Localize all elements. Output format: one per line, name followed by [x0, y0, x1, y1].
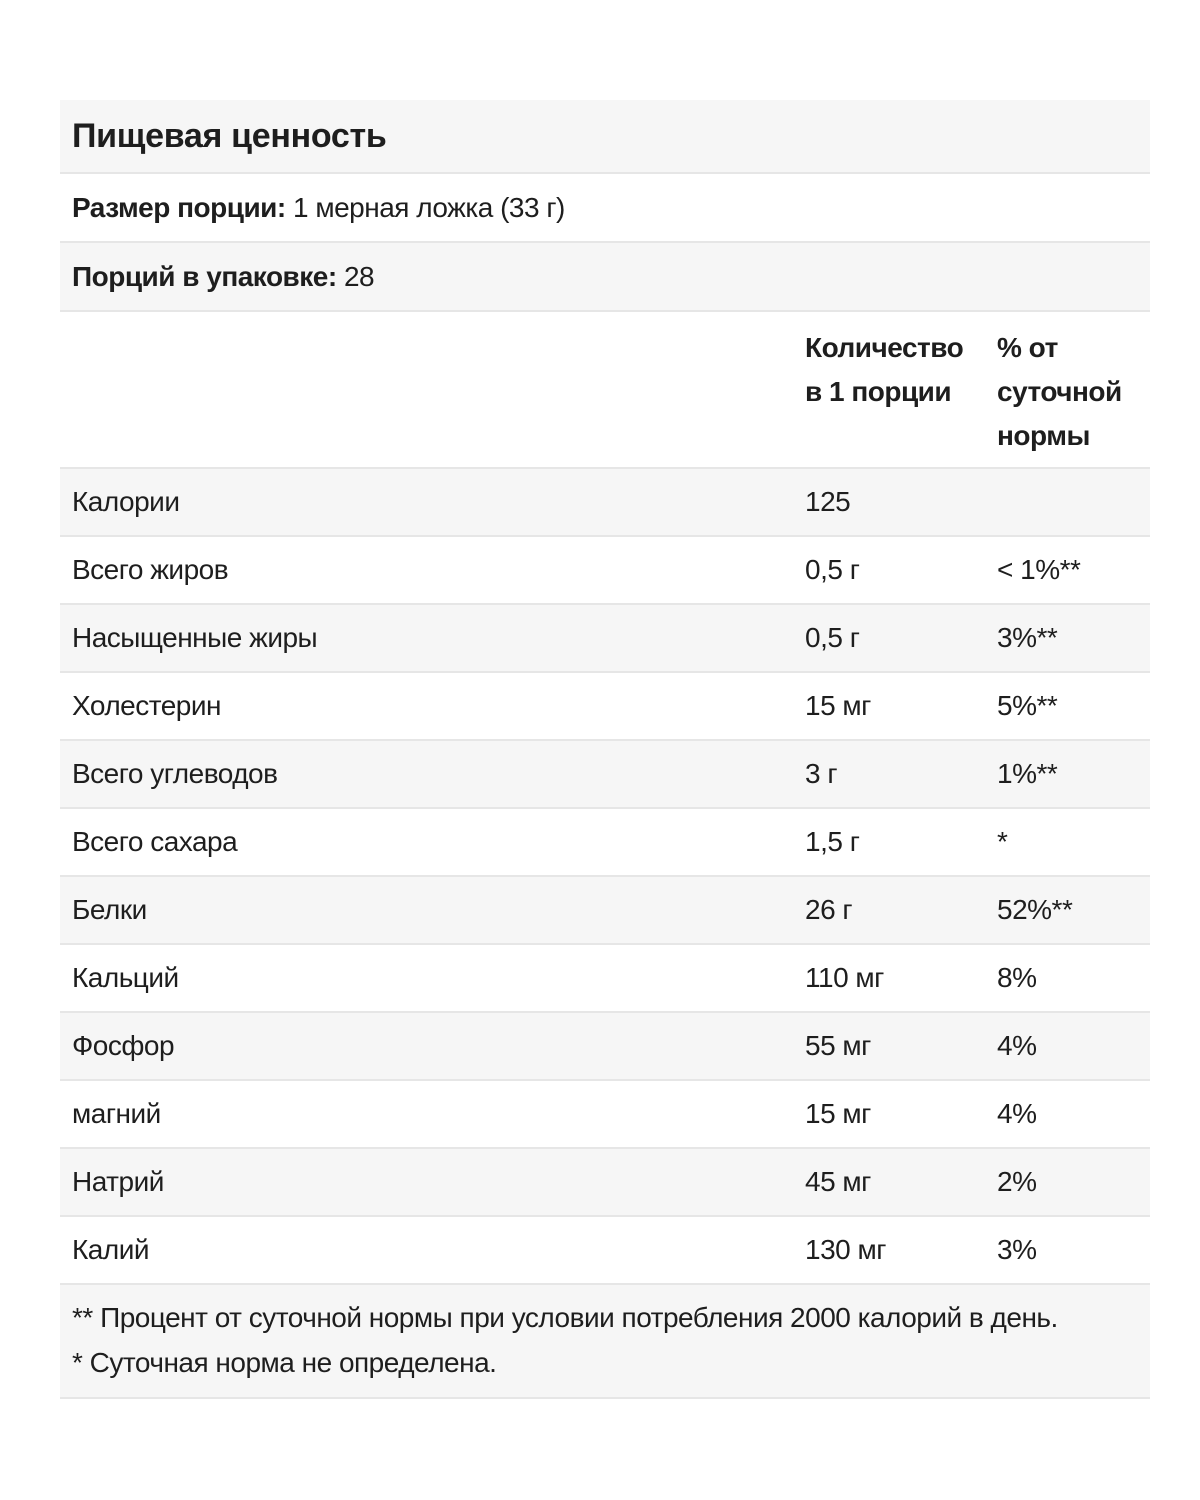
footnote-single-asterisk: * Суточная норма не определена. [72, 1347, 497, 1378]
nutrient-daily-value: 3%** [997, 622, 1058, 653]
table-row [60, 1149, 1150, 1217]
nutrient-name: Кальций [72, 962, 179, 993]
nutrient-amount: 26 г [805, 894, 853, 925]
nutrient-daily-value: 4% [997, 1098, 1037, 1129]
nutrient-amount: 130 мг [805, 1234, 886, 1265]
nutrient-daily-value: 52%** [997, 894, 1073, 925]
nutrient-name: Белки [72, 894, 147, 925]
dv-header-line-2: суточной [997, 376, 1122, 407]
table-row [60, 537, 1150, 605]
column-header-daily-value [997, 326, 1147, 458]
servings-per-container-value: 28 [343, 260, 375, 292]
nutrient-name: магний [72, 1098, 161, 1129]
nutrient-name: Калории [72, 486, 180, 517]
nutrition-facts-table [60, 100, 1150, 1399]
nutrient-daily-value: 8% [997, 962, 1037, 993]
nutrient-amount: 15 мг [805, 690, 871, 721]
table-row [60, 673, 1150, 741]
table-row [60, 1217, 1150, 1285]
nutrient-daily-value: 5%** [997, 690, 1058, 721]
footnotes [60, 1285, 1150, 1399]
nutrient-amount: 125 [805, 486, 851, 517]
nutrient-daily-value: 4% [997, 1030, 1037, 1061]
table-row [60, 945, 1150, 1013]
table-row [60, 741, 1150, 809]
nutrient-name: Калий [72, 1234, 150, 1265]
table-row [60, 809, 1150, 877]
nutrient-name: Всего сахара [72, 826, 238, 857]
nutrient-daily-value: * [997, 826, 1008, 857]
nutrient-amount: 0,5 г [805, 622, 860, 653]
nutrient-daily-value: 2% [997, 1166, 1037, 1197]
nutrient-name: Всего углеводов [72, 758, 278, 789]
dv-header-line-3: нормы [997, 420, 1090, 451]
serving-size-value: 1 мерная ложка (33 г) [292, 191, 565, 223]
table-row [60, 1013, 1150, 1081]
table-row [60, 1081, 1150, 1149]
serving-size-row [60, 174, 1150, 243]
amount-header-line-1: Количество [805, 332, 964, 363]
nutrient-amount: 45 мг [805, 1166, 871, 1197]
nutrient-name: Насыщенные жиры [72, 622, 318, 653]
nutrient-amount: 15 мг [805, 1098, 871, 1129]
nutrient-daily-value: 1%** [997, 758, 1058, 789]
servings-per-container-label: Порций в упаковке: [72, 260, 337, 292]
nutrient-daily-value: 3% [997, 1234, 1037, 1265]
nutrient-amount: 55 мг [805, 1030, 871, 1061]
table-title-row [60, 100, 1150, 174]
nutrient-name: Всего жиров [72, 554, 229, 585]
table-row [60, 877, 1150, 945]
footnote-double-asterisk: ** Процент от суточной нормы при условии потребления 2000 калорий в день. [72, 1302, 1058, 1333]
nutrient-name: Натрий [72, 1166, 164, 1197]
nutrient-name: Фосфор [72, 1030, 175, 1061]
nutrient-amount: 1,5 г [805, 826, 860, 857]
serving-size-label: Размер порции: [72, 191, 286, 223]
table-row [60, 469, 1150, 537]
column-header-row [60, 312, 1150, 469]
amount-header-line-2: в 1 порции [805, 376, 952, 407]
nutrient-name: Холестерин [72, 690, 221, 721]
nutrient-amount: 110 мг [805, 962, 884, 993]
dv-header-line-1: % от [997, 332, 1058, 363]
column-header-amount [805, 326, 997, 414]
table-row [60, 605, 1150, 673]
nutrient-amount: 3 г [805, 758, 838, 789]
nutrient-daily-value: < 1%** [997, 554, 1081, 585]
table-title: Пищевая ценность [72, 116, 387, 155]
servings-per-container-row [60, 243, 1150, 312]
nutrient-amount: 0,5 г [805, 554, 860, 585]
